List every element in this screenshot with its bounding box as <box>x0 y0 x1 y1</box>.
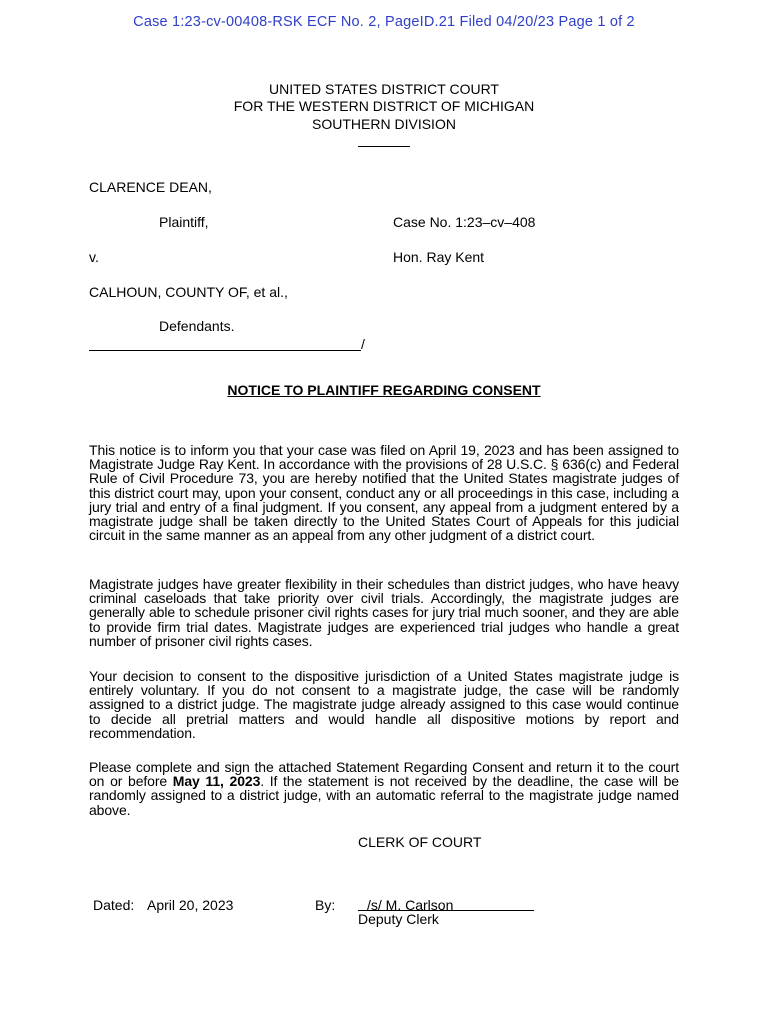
paragraph-filing-notice: This notice is to inform you that your case was filed on April 19, 2023 and has been assigned to Magistrate Judge Ray Kent. In accordance with the provisions of 28 U.S.C. § 636(c) and Federal Rule of Civil Procedure 73, you are hereby notified that the United States magistrate judges of this district court may, upon your consent, conduct any or all proceedings in this case, including a jury trial and entry of a final judgment. If you consent, any appeal from a judgment entered by a magistrate judge shall be taken directly to the United States Court of Appeals for this judicial circuit in the same manner as an appeal from any other judgment of a district court. <box>89 442 679 544</box>
paragraph-instructions <box>89 760 679 817</box>
court-name: UNITED STATES DISTRICT COURT <box>269 81 499 97</box>
case-number: Case No. 1:23–cv–408 <box>393 214 536 230</box>
defendant-role: Defendants. <box>159 318 235 334</box>
paragraph-flexibility: Magistrate judges have greater flexibility in their schedules than district judges, who have heavy criminal caseloads that take priority over civil trials. Accordingly, the magistrate judges are generally able to schedule prisoner civil rights cases for jury trial much sooner, and they are able to provide firm trial dates. Magistrate judges are experienced trial judges who handle a great number of prisoner civil rights cases. <box>89 576 679 649</box>
by-label: By: <box>315 897 336 913</box>
signer-title: Deputy Clerk <box>358 911 439 927</box>
deadline-date: May 11, 2023 <box>172 773 261 790</box>
ecf-header-stamp: Case 1:23-cv-00408-RSK ECF No. 2, PageID.21 Filed 04/20/23 Page 1 of 2 <box>133 14 635 30</box>
clerk-of-court: CLERK OF COURT <box>358 834 482 850</box>
caption-slash: / <box>361 336 365 352</box>
court-division: SOUTHERN DIVISION <box>312 116 456 132</box>
caption-underline <box>89 350 361 351</box>
paragraph-voluntary: Your decision to consent to the dispositive jurisdiction of a United States magistrate judge is entirely voluntary. If you do not consent to a magistrate judge, the case will be randomly assigned to a district judge. The magistrate judge already assigned to this case would continue to decide all pretrial matters and would handle all dispositive motions by report and recommendation. <box>89 668 679 741</box>
versus-label: v. <box>89 249 99 265</box>
signer-name: /s/ M. Carlson <box>367 897 454 913</box>
court-divider <box>358 146 410 147</box>
dated-label: Dated: <box>93 897 135 913</box>
defendant-name: CALHOUN, COUNTY OF, et al., <box>89 284 288 300</box>
plaintiff-role: Plaintiff, <box>159 214 209 230</box>
plaintiff-name: CLARENCE DEAN, <box>89 179 212 195</box>
notice-title: NOTICE TO PLAINTIFF REGARDING CONSENT <box>227 382 541 398</box>
instructions-text: Please complete and sign the attached Statement Regarding Consent and return it to the court on or before <box>89 759 679 790</box>
court-district: FOR THE WESTERN DISTRICT OF MICHIGAN <box>233 98 535 114</box>
instructions-text-continued: . If the statement is not received by the deadline, the case will be randomly assigned to a district judge, with an automatic referral to the magistrate judge named above. <box>89 773 679 818</box>
judge-name: Hon. Ray Kent <box>393 249 485 265</box>
dated-value: April 20, 2023 <box>147 897 234 913</box>
